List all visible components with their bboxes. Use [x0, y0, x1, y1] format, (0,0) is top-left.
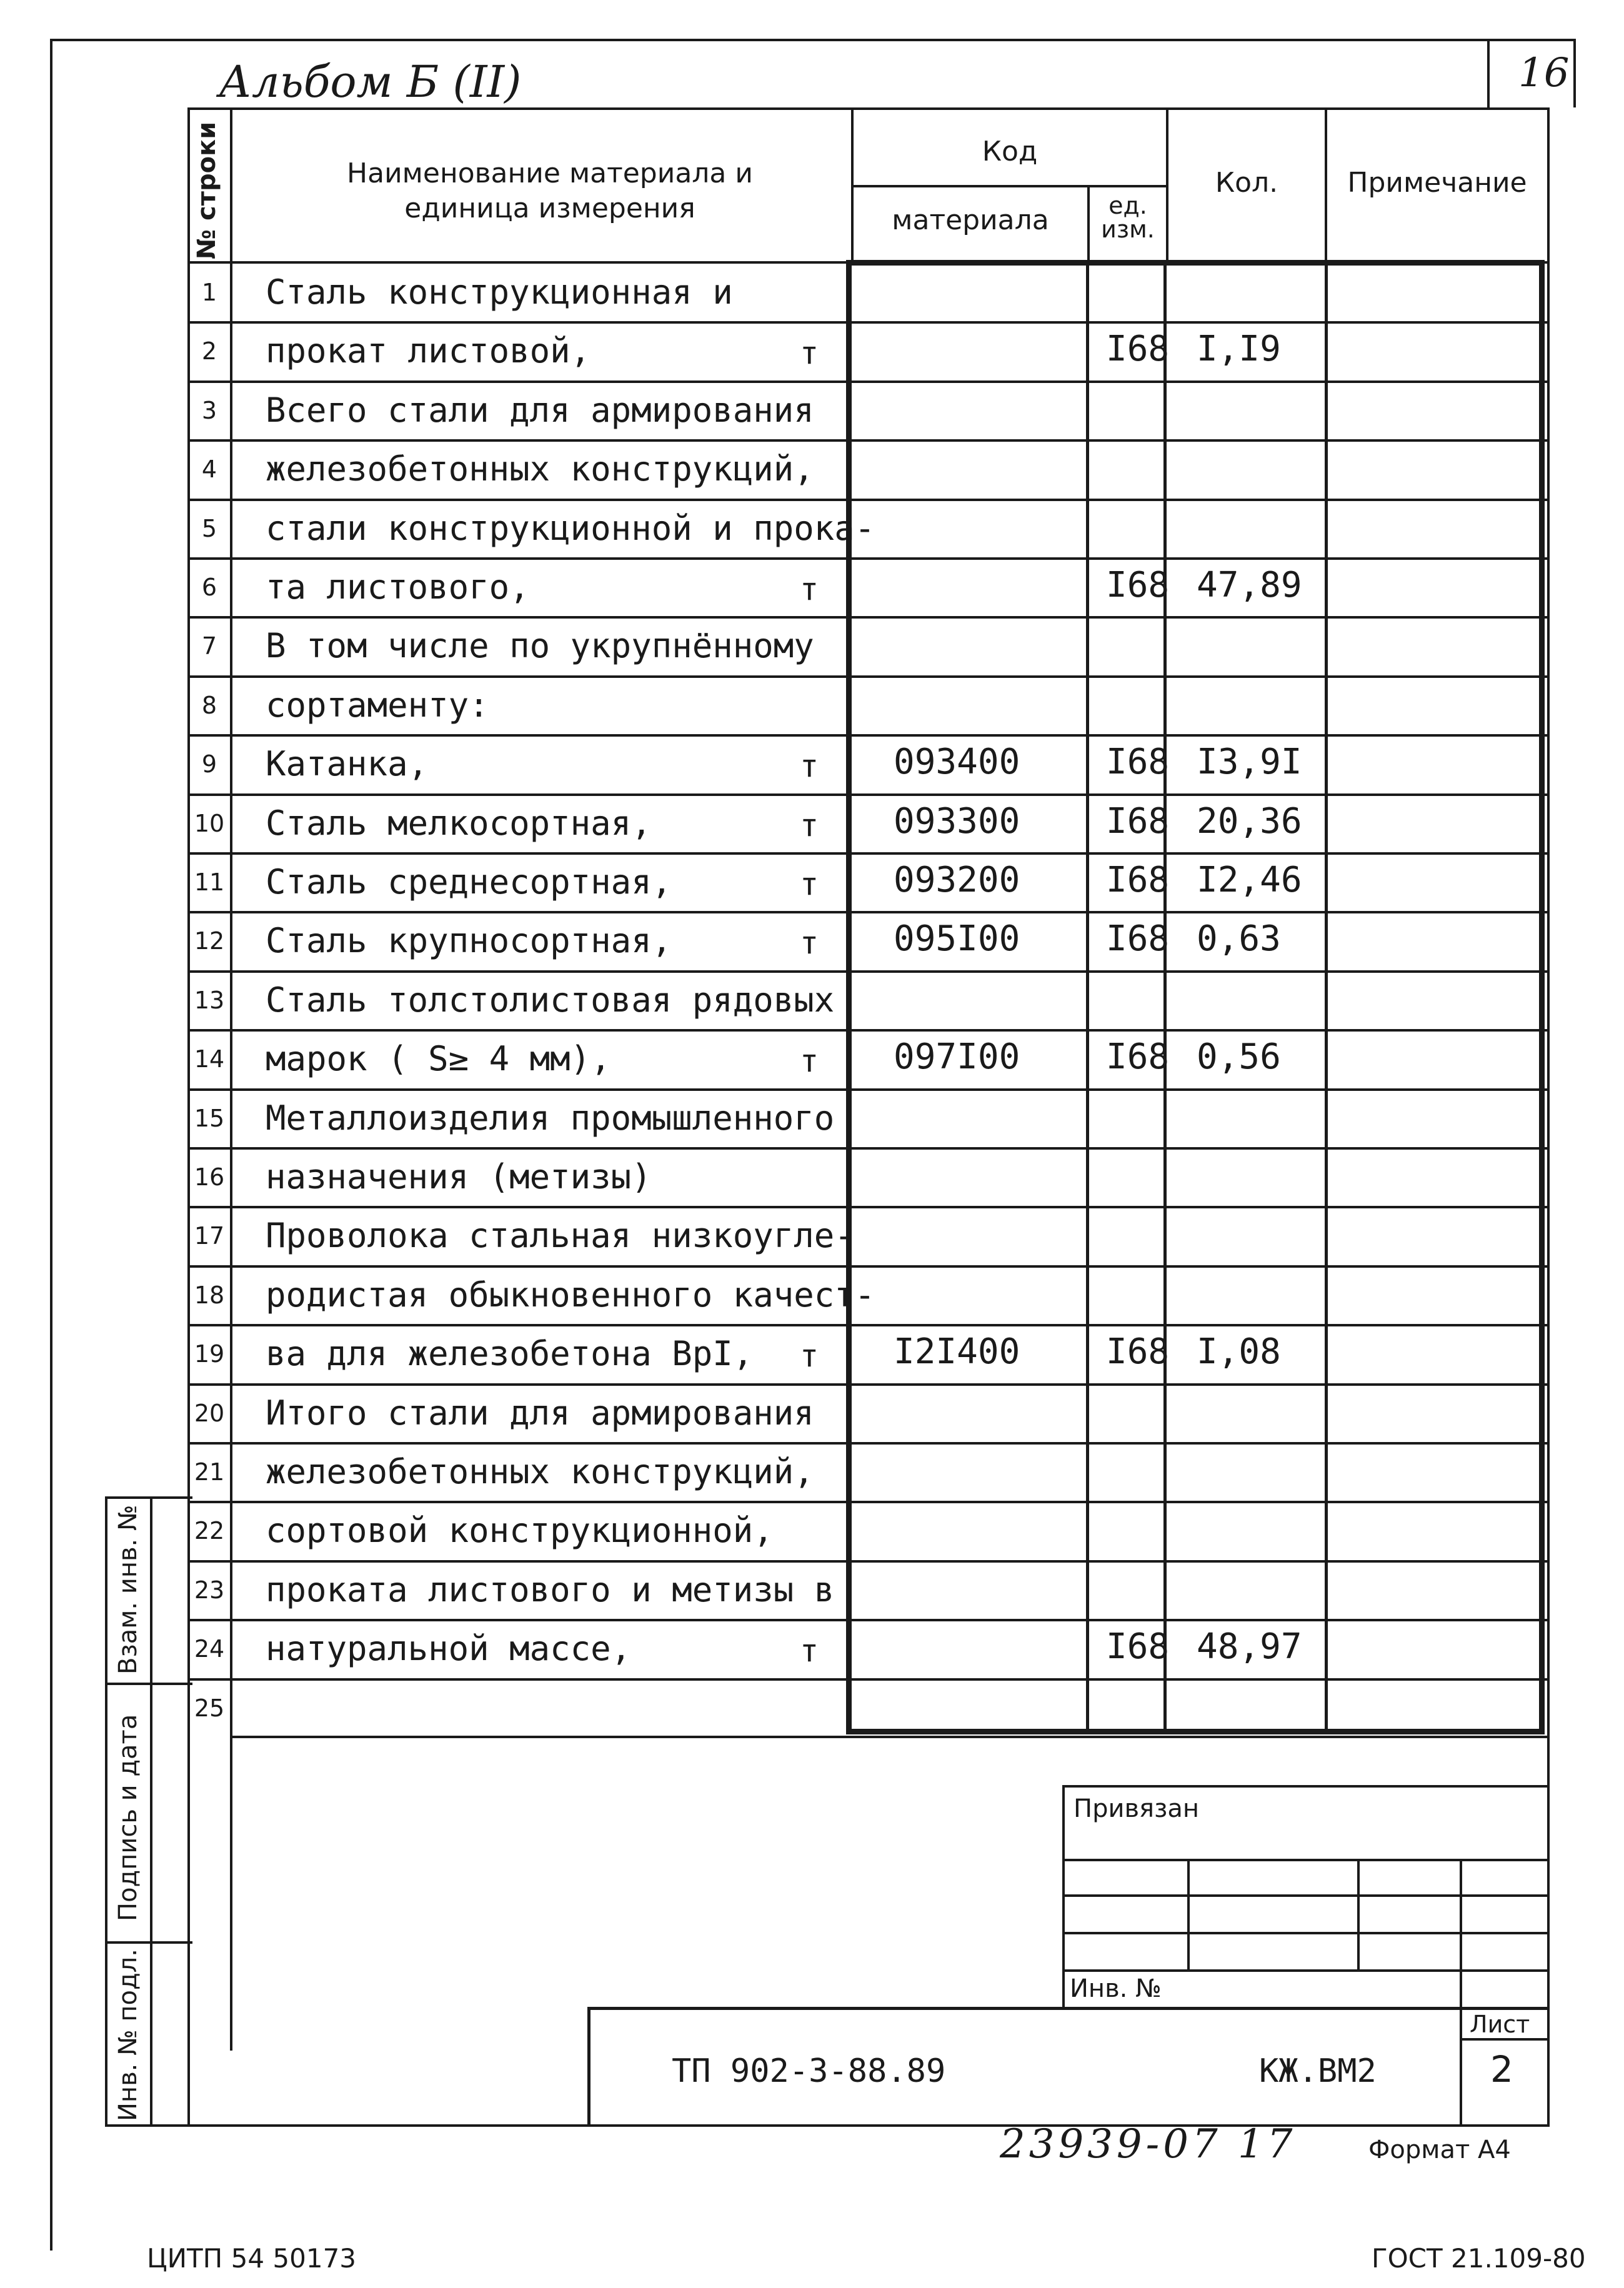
name-header: Наименование материала и единица измерения: [347, 157, 753, 224]
row-number: 5: [201, 514, 217, 542]
unit-code: I68: [1106, 565, 1170, 605]
quantity-value: 0,63: [1197, 918, 1281, 960]
page-number: 16: [1518, 50, 1570, 96]
material-name: Проволока стальная низкоугле-: [266, 1216, 855, 1256]
quantity-value: 0,56: [1197, 1037, 1281, 1078]
material-name: ва для железобетона ВрI,: [266, 1334, 754, 1374]
list-label: Лист: [1470, 2011, 1530, 2038]
material-name: назначения (метизы): [266, 1157, 652, 1196]
material-code: 093400: [894, 742, 1020, 783]
material-name: железобетонных конструкций,: [266, 1452, 814, 1491]
unit-code: I68: [1106, 1626, 1170, 1668]
row-number: 18: [194, 1281, 225, 1309]
material-name: Сталь конструкционная и: [266, 272, 733, 312]
row-number: 20: [194, 1399, 225, 1427]
row-number: 10: [194, 809, 225, 837]
sheet-code: КЖ.ВМ2: [1259, 2052, 1377, 2090]
row-number: 17: [194, 1222, 225, 1250]
material-name: Сталь среднесортная,: [266, 862, 672, 902]
unit-code: I68: [1106, 1331, 1170, 1373]
material-name: стали конструкционной и прока-: [266, 508, 875, 548]
code-header: Код: [982, 136, 1038, 167]
unit-label: т: [800, 748, 819, 785]
material-name: родистая обыкновенного качест-: [266, 1275, 875, 1315]
note-header: Примечание: [1347, 167, 1527, 199]
row-number: 1: [201, 279, 217, 306]
material-name: Сталь крупносортная,: [266, 921, 672, 961]
material-name: железобетонных конструкций,: [266, 449, 814, 489]
quantity-value: 48,97: [1197, 1626, 1302, 1668]
row-number-header: № строки: [192, 121, 221, 259]
unit-label: т: [800, 1338, 819, 1375]
material-name: та листового,: [266, 567, 530, 607]
unit-code: I68: [1106, 742, 1170, 783]
quantity-value: I,08: [1197, 1331, 1281, 1373]
material-code: 093200: [894, 860, 1020, 900]
footer-right: ГОСТ 21.109-80: [1372, 2243, 1586, 2274]
material-code: 097I00: [894, 1037, 1020, 1078]
quantity-value: 20,36: [1197, 800, 1302, 842]
unit-label: т: [800, 807, 819, 843]
unit-label: т: [800, 571, 819, 607]
row-number: 4: [201, 455, 217, 484]
row-number: 7: [201, 632, 217, 660]
material-name: В том числе по укрупнённому: [266, 626, 814, 666]
row-number: 15: [194, 1104, 225, 1132]
quantity-value: I3,9I: [1197, 742, 1302, 783]
inv-no-label: Инв. №: [1070, 1974, 1162, 2003]
quantity-header: Кол.: [1215, 167, 1278, 199]
row-number: 19: [194, 1340, 225, 1368]
material-name: Сталь толстолистовая рядовых: [266, 980, 835, 1020]
list-value: 2: [1490, 2048, 1513, 2091]
material-name: Всего стали для армирования: [266, 390, 814, 430]
code-material-header: материала: [892, 204, 1049, 236]
material-name: сортаменту:: [266, 685, 489, 725]
unit-label: т: [800, 866, 819, 902]
row-number: 25: [194, 1694, 225, 1722]
row-number: 14: [194, 1045, 225, 1073]
material-name: Металлоизделия промышленного: [266, 1098, 835, 1138]
podpis-data-label: Подпись и дата: [114, 1714, 142, 1921]
unit-code: I68: [1106, 1037, 1170, 1078]
row-number: 6: [201, 574, 217, 601]
material-name: Катанка,: [266, 744, 429, 784]
material-code: 093300: [894, 800, 1020, 842]
footer-left: ЦИТП 54 50173: [147, 2243, 357, 2274]
row-number: 23: [194, 1576, 225, 1604]
inv-podl-label: Инв. № подл.: [114, 1949, 142, 2121]
material-name: прокат листовой,: [266, 331, 591, 371]
row-number: 3: [201, 396, 217, 424]
material-name: проката листового и метизы в: [266, 1569, 835, 1609]
unit-label: т: [800, 1633, 819, 1669]
vzam-inv-label: Взам. инв. №: [114, 1505, 142, 1674]
material-name: натуральной массе,: [266, 1629, 632, 1669]
row-number: 11: [194, 868, 225, 896]
row-number: 16: [194, 1163, 225, 1191]
unit-code: I68: [1106, 918, 1170, 960]
quantity-value: I,I9: [1197, 329, 1281, 370]
row-number: 21: [194, 1458, 225, 1486]
quantity-value: I2,46: [1197, 860, 1302, 900]
handwritten-number: 23939-07 17: [1000, 2121, 1297, 2167]
material-name: Итого стали для армирования: [266, 1393, 814, 1433]
doc-code: ТП 902-3-88.89: [672, 2052, 946, 2090]
quantity-value: 47,89: [1197, 565, 1302, 605]
unit-label: т: [800, 925, 819, 962]
material-code: 095I00: [894, 918, 1020, 960]
material-code: I2I400: [894, 1331, 1020, 1373]
format-label: Формат А4: [1368, 2136, 1511, 2164]
row-number: 13: [194, 986, 225, 1014]
album-label: Альбом Б (II): [219, 56, 522, 107]
unit-code: I68: [1106, 329, 1170, 370]
material-name: марок ( S≥ 4 мм),: [266, 1039, 611, 1079]
unit-code: I68: [1106, 800, 1170, 842]
row-number: 24: [194, 1635, 225, 1663]
row-number: 8: [201, 691, 217, 719]
unit-label: т: [800, 1043, 819, 1080]
row-number: 22: [194, 1517, 225, 1545]
code-unit-header: ед. изм.: [1101, 192, 1155, 243]
privyazan-label: Привязан: [1074, 1794, 1200, 1823]
row-number: 2: [201, 337, 217, 366]
row-number: 9: [201, 750, 217, 778]
unit-label: т: [800, 335, 819, 372]
material-name: сортовой конструкционной,: [266, 1511, 774, 1551]
row-number: 12: [194, 927, 225, 955]
unit-code: I68: [1106, 860, 1170, 900]
material-name: Сталь мелкосортная,: [266, 803, 652, 843]
